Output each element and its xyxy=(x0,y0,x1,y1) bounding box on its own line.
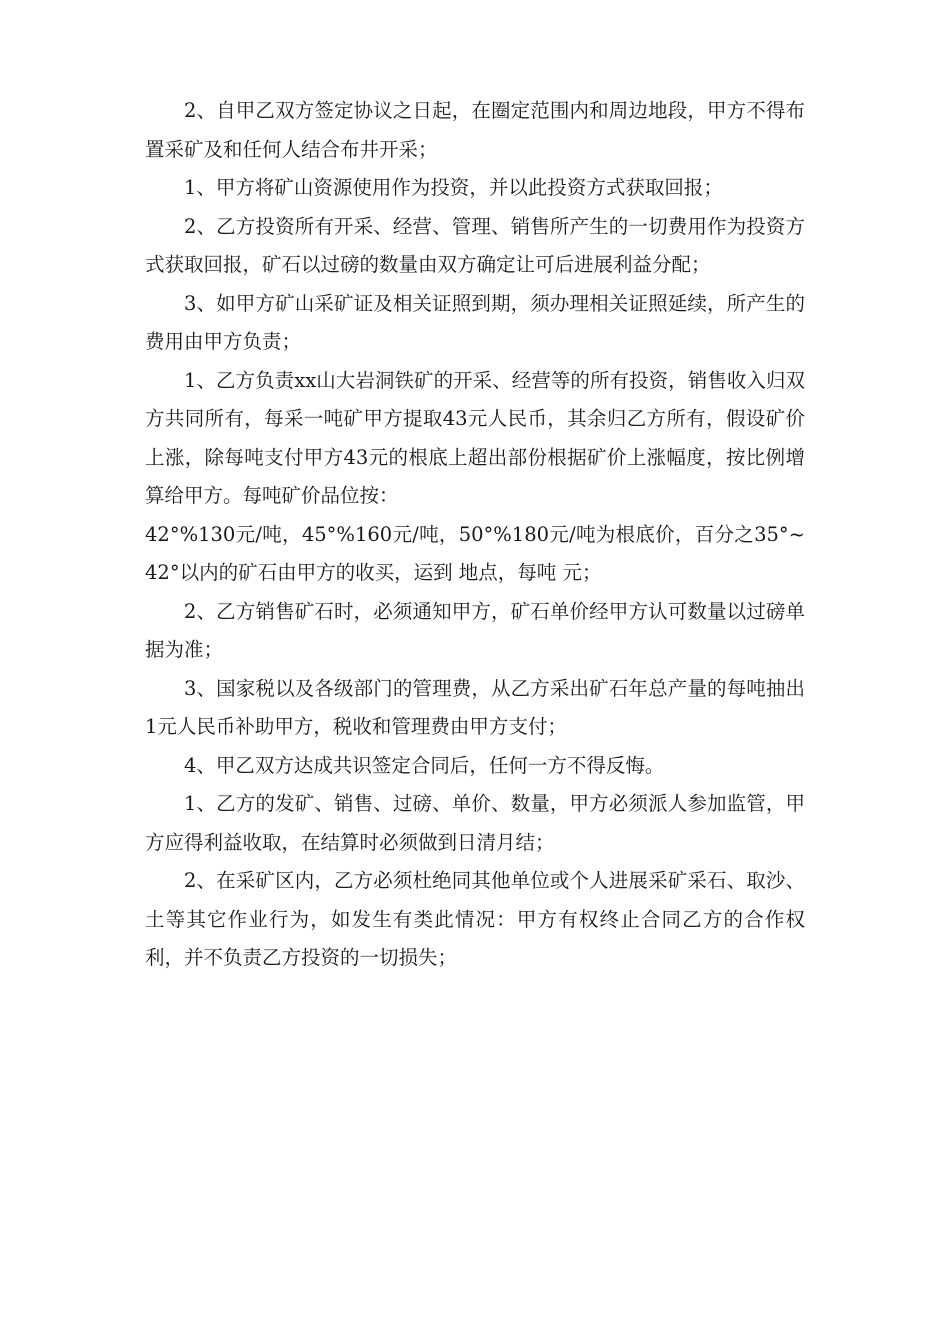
paragraph-sales-notice: 2、乙方销售矿石时，必须通知甲方，矿石单价经甲方认可数量以过磅单据为准； xyxy=(145,599,805,661)
paragraph-exclusivity: 2、在采矿区内，乙方必须杜绝同其他单位或个人进展采矿采石、取沙、土等其它作业行为，如发生有类此情况：甲方有权终止合同乙方的合作权利，并不负责乙方投资的一切损失； xyxy=(145,869,805,969)
paragraph-party-b-costs: 2、乙方投资所有开采、经营、管理、销售所产生的一切费用作为投资方式获取回报，矿石以过磅的数量由双方确定让可后进展利益分配； xyxy=(145,214,805,276)
document-body xyxy=(145,92,805,978)
paragraph-signing-restriction: 2、自甲乙双方签定协议之日起，在圈定范围内和周边地段，甲方不得布置采矿及和任何人结合布井开采； xyxy=(145,99,805,161)
paragraph-price-grades: 42°%130元/吨，45°%160元/吨，50°%180元/吨为根底价，百分之35°~42°以内的矿石由甲方的收买，运到 地点，每吨 元； xyxy=(145,522,805,584)
paragraph-no-reneging: 4、甲乙双方达成共识签定合同后，任何一方不得反悔。 xyxy=(184,753,665,777)
paragraph-taxes-fees: 3、国家税以及各级部门的管理费，从乙方采出矿石年总产量的每吨抽出1元人民币补助甲方，税收和管理费由甲方支付； xyxy=(145,676,805,738)
paragraph-supervision: 1、乙方的发矿、销售、过磅、单价、数量，甲方必须派人参加监管，甲方应得利益收取，在结算时必须做到日清月结； xyxy=(145,792,805,854)
paragraph-party-a-investment: 1、甲方将矿山资源使用作为投资，并以此投资方式获取回报； xyxy=(184,176,723,199)
paragraph-revenue-sharing: 1、乙方负责xx山大岩洞铁矿的开采、经营等的所有投资，销售收入归双方共同所有，每采一吨矿甲方提取43元人民币，其余归乙方所有，假设矿价上涨，除每吨支付甲方43元的根底上超出部份根据矿价上涨幅度，按比例增算给甲方。每吨矿价品位按： xyxy=(145,368,805,507)
paragraph-license-renewal: 3、如甲方矿山采矿证及相关证照到期，须办理相关证照延续，所产生的费用由甲方负责； xyxy=(145,291,805,353)
